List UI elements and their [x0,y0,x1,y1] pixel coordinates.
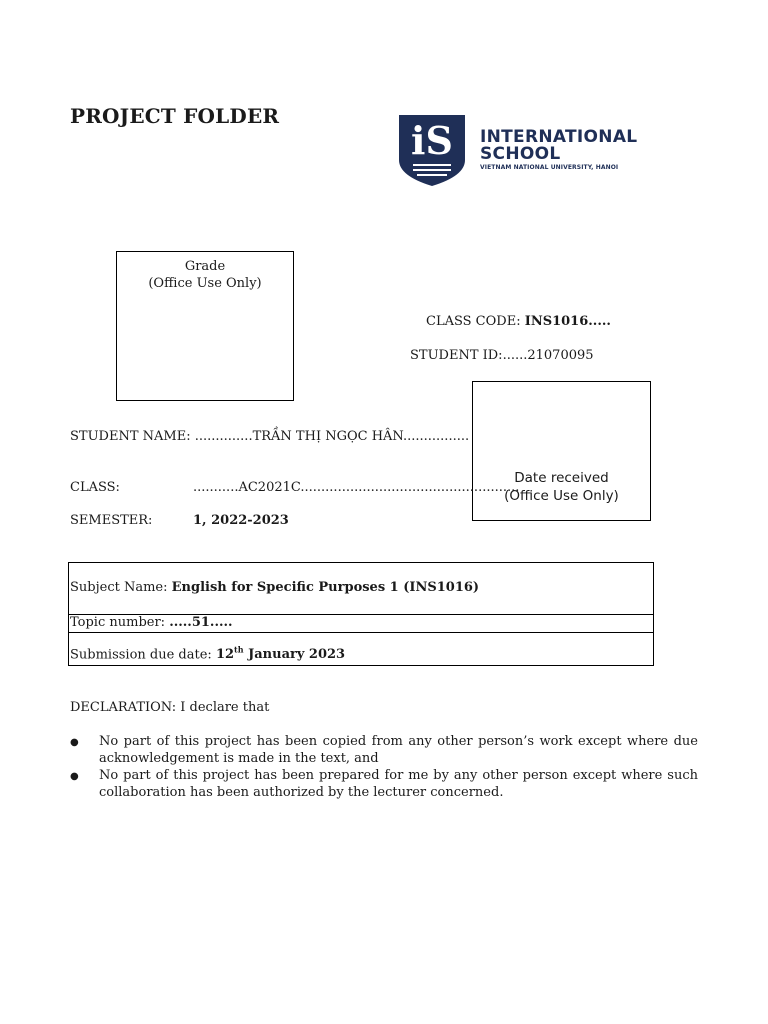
document-title: PROJECT FOLDER [70,104,280,128]
class-line [193,480,520,495]
declaration-label: DECLARATION: [70,700,177,715]
student-name-dots: .............. [194,429,253,444]
student-name-value: TRẦN THỊ NGỌC HÂN [252,429,403,444]
student-id-line [410,348,594,363]
due-date-label: Submission due date: [70,647,212,663]
logo-line-international: INTERNATIONAL [480,127,638,147]
date-box-note: (Office Use Only) [504,488,619,504]
topic-value: .....51..... [169,615,233,630]
date-received-box [472,381,651,521]
due-date-month-year: January 2023 [243,647,346,663]
grade-box-title: Grade [184,259,226,274]
logo-wordmark [480,129,637,172]
student-id-dots: ...... [502,348,528,363]
declaration-text: I declare that [180,700,270,715]
declaration-item-1: No part of this project has been copied from any other person’s work except where due acknowledgement is made in the text, and [99,734,698,766]
declaration-heading [70,700,269,715]
grade-box [116,251,294,401]
topic-label: Topic number: [70,615,166,630]
semester-value: 1, 2022-2023 [193,513,289,528]
class-dots: ........... [193,480,239,495]
list-item [70,767,698,801]
due-date-day: 12 [215,647,235,663]
class-code-value: INS1016..... [524,314,611,329]
semester-label: SEMESTER: [70,513,153,528]
logo-line-university: VIETNAM NATIONAL UNIVERSITY, HANOI [480,164,619,171]
class-value: AC2021C [238,480,301,495]
subject-value: English for Specific Purposes 1 (INS1016) [171,580,480,595]
logo-line-school: SCHOOL [480,144,561,164]
class-code-line [426,314,611,329]
subject-label: Subject Name: [70,580,168,595]
subject-row [69,563,653,615]
student-id-label: STUDENT ID: [410,348,503,363]
list-item [70,733,698,767]
declaration-list [70,733,698,801]
due-date-value [216,647,345,662]
subject-table [68,562,654,666]
topic-row [69,615,653,633]
student-name-label: STUDENT NAME: [70,429,191,444]
class-label: CLASS: [70,480,120,495]
bullet-icon: ● [70,737,79,748]
due-date-row [69,633,653,665]
student-name-line [70,429,471,444]
declaration-item-2: No part of this project has been prepared for me by any other person except where such collaboration has been authorized by the lecturer concerned. [99,768,698,800]
class-trailing-dots: ..................................................... [300,480,520,495]
date-box-title: Date received [514,470,609,486]
student-id-value: 21070095 [527,348,594,363]
class-code-label: CLASS CODE: [426,314,521,329]
grade-box-note: (Office Use Only) [148,276,262,291]
svg-text:iS: iS [411,118,453,163]
bullet-icon: ● [70,771,79,782]
due-date-suffix: th [234,645,244,655]
student-name-trailing-dots: ................ [402,429,470,444]
